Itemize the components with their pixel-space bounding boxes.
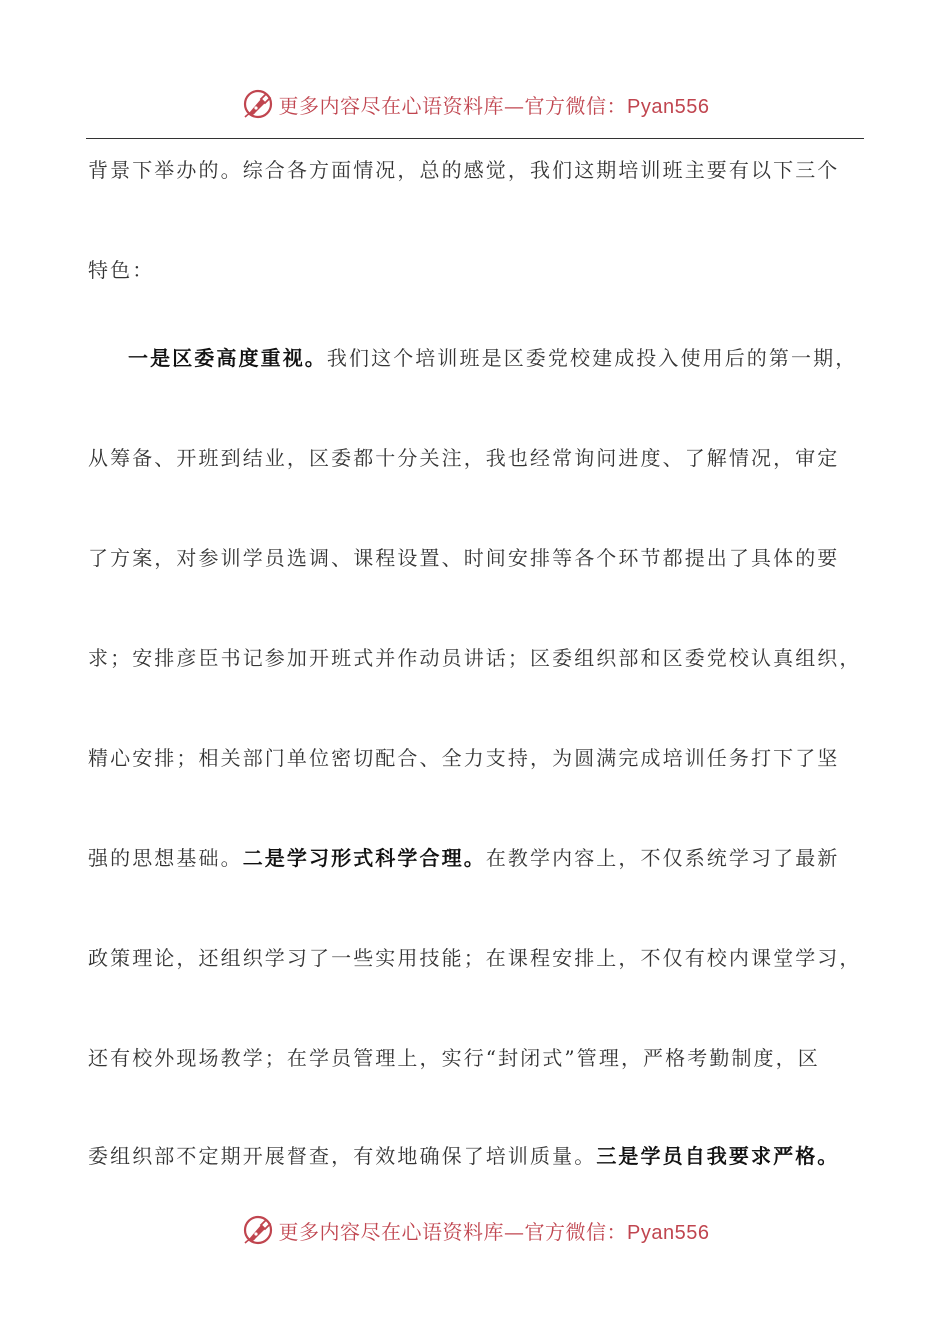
header-banner-text [279,90,710,119]
header-dash: — [504,93,525,118]
body-line: 特色： [88,258,155,282]
footer-wechat-account: Pyan556 [627,1221,710,1244]
header-rule [86,138,864,139]
body-line: 从筹备、开班到结业，区委都十分关注，我也经常询问进度、了解情况，审定 [88,446,840,470]
pen-nib-logo-icon [241,1213,275,1247]
body-line: 政策理论，还组织学习了一些实用技能；在课程安排上，不仅有校内课堂学习， [88,946,862,970]
body-text: 在教学内容上，不仅系统学习了最新 [485,846,840,870]
body-line [88,1136,839,1176]
footer-dash: — [504,1219,525,1244]
point-two-heading: 二是学习形式科学合理。 [242,846,486,870]
body-text: 我们这个培训班是区委党校建成投入使用后的第一期， [326,346,858,370]
pen-nib-logo-icon [241,87,275,121]
header-banner [0,82,950,126]
header-wechat-account: Pyan556 [627,95,710,118]
body-line: 背景下举办的。综合各方面情况，总的感觉，我们这期培训班主要有以下三个 [88,158,840,182]
body-line [88,838,839,878]
header-wechat-label: 官方微信： [524,93,628,118]
footer-banner [0,1208,950,1252]
body-text: 委组织部不定期开展督查，有效地确保了培训质量。 [88,1144,597,1168]
body-line: 还有校外现场教学；在学员管理上，实行“封闭式”管理，严格考勤制度，区 [88,1046,820,1070]
footer-site-name: 更多内容尽在心语资料库 [278,1219,505,1244]
point-three-heading: 三是学员自我要求严格。 [596,1144,840,1168]
header-site-name: 更多内容尽在心语资料库 [278,93,505,118]
body-line: 精心安排；相关部门单位密切配合、全力支持，为圆满完成培训任务打下了坚 [88,746,840,770]
body-text: 强的思想基础。 [88,846,243,870]
point-one-heading: 一是区委高度重视。 [128,346,327,370]
body-line: 求；安排彦臣书记参加开班式并作动员讲话；区委组织部和区委党校认真组织， [88,646,862,670]
body-line: 了方案，对参训学员选调、课程设置、时间安排等各个环节都提出了具体的要 [88,546,840,570]
footer-banner-text [279,1216,710,1245]
body-line [88,338,857,378]
footer-wechat-label: 官方微信： [524,1219,628,1244]
